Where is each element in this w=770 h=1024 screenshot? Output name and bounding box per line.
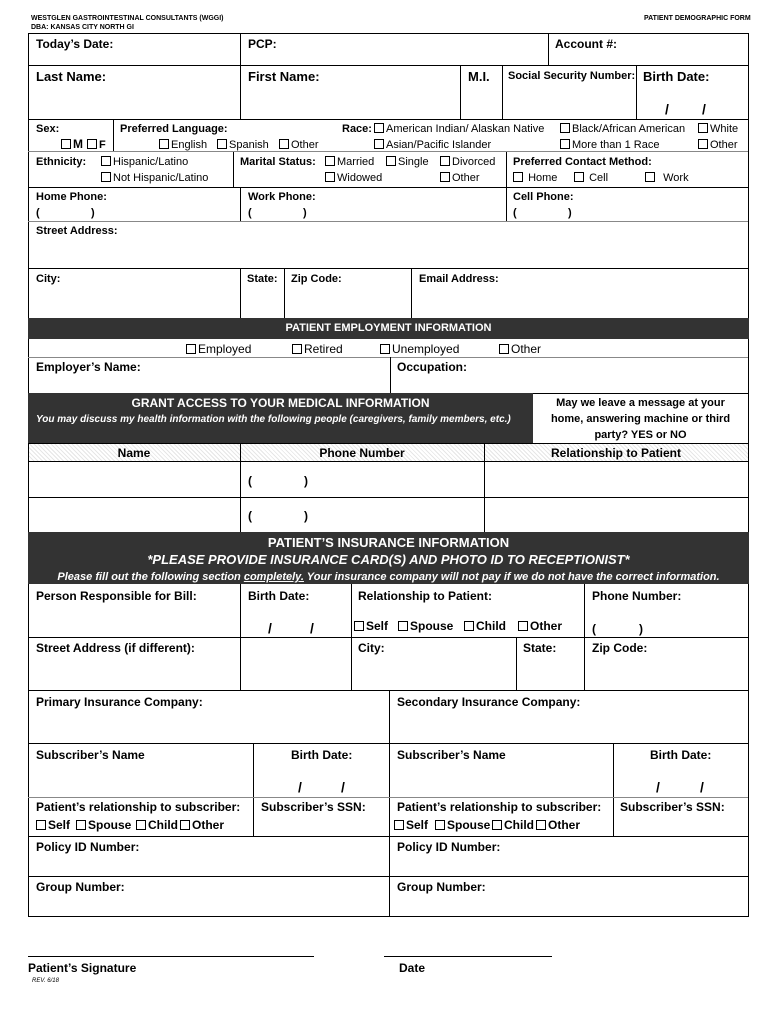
sex-f-option[interactable]: F	[87, 137, 106, 152]
rule	[28, 119, 748, 120]
paren: )	[639, 622, 643, 636]
date-line[interactable]	[384, 956, 552, 957]
last-name-field[interactable]: Last Name:	[36, 69, 107, 84]
rule	[28, 221, 748, 222]
checkbox[interactable]	[325, 172, 335, 182]
insurance-title: PATIENT’S INSURANCE INFORMATION	[267, 535, 510, 550]
zip-field[interactable]: Zip Code:	[291, 273, 342, 285]
rule	[390, 357, 391, 393]
ssn-field[interactable]: Social Security Number:	[508, 70, 636, 82]
checkbox[interactable]	[435, 820, 445, 830]
checkbox[interactable]	[36, 820, 46, 830]
responsible-phone-field[interactable]: Phone Number:	[592, 589, 682, 603]
rule	[28, 268, 748, 269]
contact-cell-option[interactable]: Cell	[574, 171, 608, 185]
race-american-indian-option[interactable]: American Indian/ Alaskan Native	[374, 122, 544, 136]
primary-pat-rel-sub-label: Patient’s relationship to subscriber:	[36, 800, 241, 814]
secondary-rel-other-option[interactable]: Other	[536, 818, 580, 832]
paren: (	[513, 207, 517, 219]
rule	[506, 187, 507, 221]
marital-single-option[interactable]: Single	[386, 155, 429, 169]
sex-label: Sex:	[36, 123, 60, 135]
marital-widowed-option[interactable]: Widowed	[325, 171, 382, 185]
rule	[28, 797, 748, 798]
contact-method-label: Preferred Contact Method:	[513, 156, 652, 168]
secondary-subscriber-birth-field[interactable]: Birth Date:	[650, 748, 712, 762]
checkbox[interactable]	[159, 139, 169, 149]
checkbox[interactable]	[464, 621, 474, 631]
checkbox[interactable]	[440, 172, 450, 182]
rule	[460, 65, 461, 119]
responsible-city-field[interactable]: City:	[358, 641, 385, 655]
state-field[interactable]: State:	[247, 273, 278, 285]
paren: )	[568, 207, 572, 219]
secondary-pat-rel-sub-label: Patient’s relationship to subscriber:	[397, 800, 602, 814]
marital-married-option[interactable]: Married	[325, 155, 374, 169]
employer-name-field[interactable]: Employer’s Name:	[36, 360, 141, 374]
secondary-insurance-field[interactable]: Secondary Insurance Company:	[397, 695, 581, 709]
rule	[28, 65, 748, 66]
eth-not-hispanic-option[interactable]: Not Hispanic/Latino	[101, 171, 208, 185]
message-question-yes-no[interactable]: party? YES or NO	[594, 429, 687, 441]
message-question-line1: May we leave a message at your	[556, 397, 725, 409]
primary-subscriber-ssn-field[interactable]: Subscriber’s SSN:	[261, 800, 366, 814]
rule	[613, 743, 614, 836]
checkbox[interactable]	[279, 139, 289, 149]
date-slash: /	[700, 779, 704, 795]
rule	[411, 268, 412, 318]
rule	[28, 151, 748, 152]
pcp-field[interactable]: PCP:	[248, 37, 277, 51]
paren: )	[303, 207, 307, 219]
email-field[interactable]: Email Address:	[419, 273, 499, 285]
rule	[28, 187, 748, 188]
secondary-group-number-field[interactable]: Group Number:	[397, 880, 486, 894]
rule	[636, 65, 637, 119]
secondary-subscriber-name-field[interactable]: Subscriber’s Name	[397, 748, 506, 762]
rule	[240, 33, 241, 65]
rule	[748, 33, 749, 917]
revision-note: REV. 6/18	[32, 978, 59, 984]
employment-title: PATIENT EMPLOYMENT INFORMATION	[285, 322, 492, 334]
primary-group-number-field[interactable]: Group Number:	[36, 880, 125, 894]
date-slash: /	[310, 620, 314, 636]
person-responsible-field[interactable]: Person Responsible for Bill:	[36, 589, 197, 603]
practice-name: WESTGLEN GASTROINTESTINAL CONSULTANTS (WGGI)	[31, 15, 224, 22]
paren: (	[248, 474, 252, 488]
rule	[253, 743, 254, 836]
date-slash: /	[702, 101, 706, 117]
checkbox[interactable]	[186, 344, 196, 354]
checkbox[interactable]	[398, 621, 408, 631]
primary-subscriber-birth-field[interactable]: Birth Date:	[291, 748, 353, 762]
primary-rel-self-option[interactable]: Self	[36, 818, 70, 832]
rule	[28, 33, 29, 917]
home-phone-field[interactable]: Home Phone:	[36, 191, 107, 203]
responsible-state-field[interactable]: State:	[523, 641, 557, 655]
rule	[28, 916, 748, 917]
work-phone-field[interactable]: Work Phone:	[248, 191, 316, 203]
checkbox[interactable]	[560, 139, 570, 149]
middle-initial-field[interactable]: M.I.	[468, 69, 490, 84]
checkbox[interactable]	[217, 139, 227, 149]
date-label: Date	[399, 961, 426, 975]
preferred-language-label: Preferred Language:	[120, 123, 228, 135]
first-name-field[interactable]: First Name:	[248, 69, 320, 84]
checkbox[interactable]	[574, 172, 584, 182]
checkbox[interactable]	[499, 344, 509, 354]
street-address-field[interactable]: Street Address:	[36, 225, 118, 237]
rule	[548, 33, 549, 65]
paren: )	[304, 509, 308, 523]
secondary-subscriber-ssn-field[interactable]: Subscriber’s SSN:	[620, 800, 725, 814]
rule	[506, 151, 507, 187]
insurance-notice: *PLEASE PROVIDE INSURANCE CARD(S) AND PHOTO ID TO RECEPTIONIST*	[147, 552, 630, 567]
marital-divorced-option[interactable]: Divorced	[440, 155, 495, 169]
checkbox[interactable]	[374, 139, 384, 149]
column-phone: Phone Number	[319, 446, 405, 460]
message-question-line2: home, answering machine or third	[550, 413, 731, 425]
checkbox[interactable]	[492, 820, 502, 830]
rel-self-option[interactable]: Self	[354, 619, 388, 633]
primary-insurance-field[interactable]: Primary Insurance Company:	[36, 695, 203, 709]
occupation-field[interactable]: Occupation:	[397, 360, 468, 374]
cell-phone-field[interactable]: Cell Phone:	[513, 191, 574, 203]
checkbox[interactable]	[394, 820, 404, 830]
rule	[113, 119, 114, 151]
primary-subscriber-name-field[interactable]: Subscriber’s Name	[36, 748, 145, 762]
contact-work-option[interactable]: Work	[645, 171, 689, 185]
checkbox[interactable]	[536, 820, 546, 830]
dba-line: DBA: KANSAS CITY NORTH GI	[31, 24, 134, 31]
race-label: Race:	[342, 123, 372, 135]
checkbox[interactable]	[61, 139, 71, 149]
rule	[28, 497, 748, 498]
secondary-rel-spouse-option[interactable]: Spouse	[435, 818, 490, 832]
paren: )	[91, 207, 95, 219]
checkbox[interactable]	[292, 344, 302, 354]
unemployed-option[interactable]: Unemployed	[380, 342, 459, 356]
employed-option[interactable]: Employed	[186, 342, 251, 356]
checkbox[interactable]	[513, 172, 523, 182]
race-black-option[interactable]: Black/African American	[560, 122, 685, 136]
access-subtitle: You may discuss my health information with the following people (caregivers, family members, etc.)	[36, 414, 511, 425]
lang-spanish-option[interactable]: Spanish	[217, 138, 269, 152]
race-white-option[interactable]: White	[698, 122, 738, 136]
checkbox[interactable]	[180, 820, 190, 830]
race-more-option[interactable]: More than 1 Race	[560, 138, 659, 152]
paren: (	[248, 509, 252, 523]
todays-date-field[interactable]: Today’s Date:	[36, 37, 114, 51]
secondary-rel-self-option[interactable]: Self	[394, 818, 428, 832]
rule	[389, 690, 390, 916]
rel-other-option[interactable]: Other	[518, 619, 562, 633]
secondary-rel-child-option[interactable]: Child	[492, 818, 534, 832]
employment-other-option[interactable]: Other	[499, 342, 541, 356]
signature-line[interactable]	[28, 956, 314, 957]
rule	[28, 33, 748, 34]
date-slash: /	[268, 620, 272, 636]
contact-home-option[interactable]: Home	[513, 171, 557, 185]
paren: (	[36, 207, 40, 219]
form-title: PATIENT DEMOGRAPHIC FORM	[644, 15, 751, 22]
rule	[28, 690, 748, 691]
access-title: GRANT ACCESS TO YOUR MEDICAL INFORMATION	[131, 396, 430, 410]
checkbox[interactable]	[698, 123, 708, 133]
signature-label: Patient’s Signature	[28, 961, 137, 975]
checkbox[interactable]	[101, 172, 111, 182]
retired-option[interactable]: Retired	[292, 342, 343, 356]
city-field[interactable]: City:	[36, 273, 61, 285]
date-slash: /	[341, 779, 345, 795]
lang-other-option[interactable]: Other	[279, 138, 319, 152]
rule	[28, 637, 748, 638]
rule	[28, 836, 748, 837]
secondary-policy-id-field[interactable]: Policy ID Number:	[397, 840, 501, 854]
date-slash: /	[656, 779, 660, 795]
checkbox[interactable]	[645, 172, 655, 182]
insurance-instruction: Please fill out the following section completely. Your insurance company will not pay if we do not have the correct information.	[57, 571, 720, 583]
checkbox[interactable]	[87, 139, 97, 149]
checkbox[interactable]	[76, 820, 86, 830]
rel-child-option[interactable]: Child	[464, 619, 506, 633]
checkbox[interactable]	[698, 139, 708, 149]
paren: (	[592, 622, 596, 636]
paren: )	[304, 474, 308, 488]
checkbox[interactable]	[440, 156, 450, 166]
rule	[233, 151, 234, 187]
primary-rel-spouse-option[interactable]: Spouse	[76, 818, 131, 832]
date-slash: /	[298, 779, 302, 795]
responsible-zip-field[interactable]: Zip Code:	[592, 641, 648, 655]
lang-english-option[interactable]: English	[159, 138, 207, 152]
checkbox[interactable]	[101, 156, 111, 166]
checkbox[interactable]	[354, 621, 364, 631]
ethnicity-label: Ethnicity:	[36, 156, 87, 168]
marital-status-label: Marital Status:	[240, 156, 316, 168]
column-relationship: Relationship to Patient	[550, 446, 681, 460]
primary-rel-other-option[interactable]: Other	[180, 818, 224, 832]
marital-other-option[interactable]: Other	[440, 171, 480, 185]
checkbox[interactable]	[325, 156, 335, 166]
eth-hispanic-option[interactable]: Hispanic/Latino	[101, 155, 188, 169]
checkbox[interactable]	[518, 621, 528, 631]
birth-date-field[interactable]: Birth Date:	[643, 69, 710, 84]
rule	[28, 876, 748, 877]
race-asian-option[interactable]: Asian/Pacific Islander	[374, 138, 491, 152]
race-other-option[interactable]: Other	[698, 138, 738, 152]
checkbox[interactable]	[380, 344, 390, 354]
column-name: Name	[117, 446, 151, 460]
paren: (	[248, 207, 252, 219]
checkbox[interactable]	[374, 123, 384, 133]
checkbox[interactable]	[136, 820, 146, 830]
rule	[28, 461, 748, 462]
rule	[516, 637, 517, 690]
checkbox[interactable]	[560, 123, 570, 133]
account-field[interactable]: Account #:	[555, 37, 618, 51]
rule	[28, 743, 748, 744]
rule	[284, 268, 285, 318]
checkbox[interactable]	[386, 156, 396, 166]
relationship-to-patient-label: Relationship to Patient:	[358, 589, 493, 603]
primary-rel-child-option[interactable]: Child	[136, 818, 178, 832]
rule	[502, 65, 503, 119]
rule	[240, 268, 241, 318]
rel-spouse-option[interactable]: Spouse	[398, 619, 453, 633]
primary-policy-id-field[interactable]: Policy ID Number:	[36, 840, 140, 854]
rule	[240, 65, 241, 119]
rule	[240, 187, 241, 221]
date-slash: /	[665, 101, 669, 117]
rule	[28, 357, 748, 358]
sex-m-option[interactable]: M	[61, 137, 83, 151]
responsible-birth-date-field[interactable]: Birth Date:	[248, 589, 310, 603]
responsible-street-field[interactable]: Street Address (if different):	[36, 641, 195, 655]
